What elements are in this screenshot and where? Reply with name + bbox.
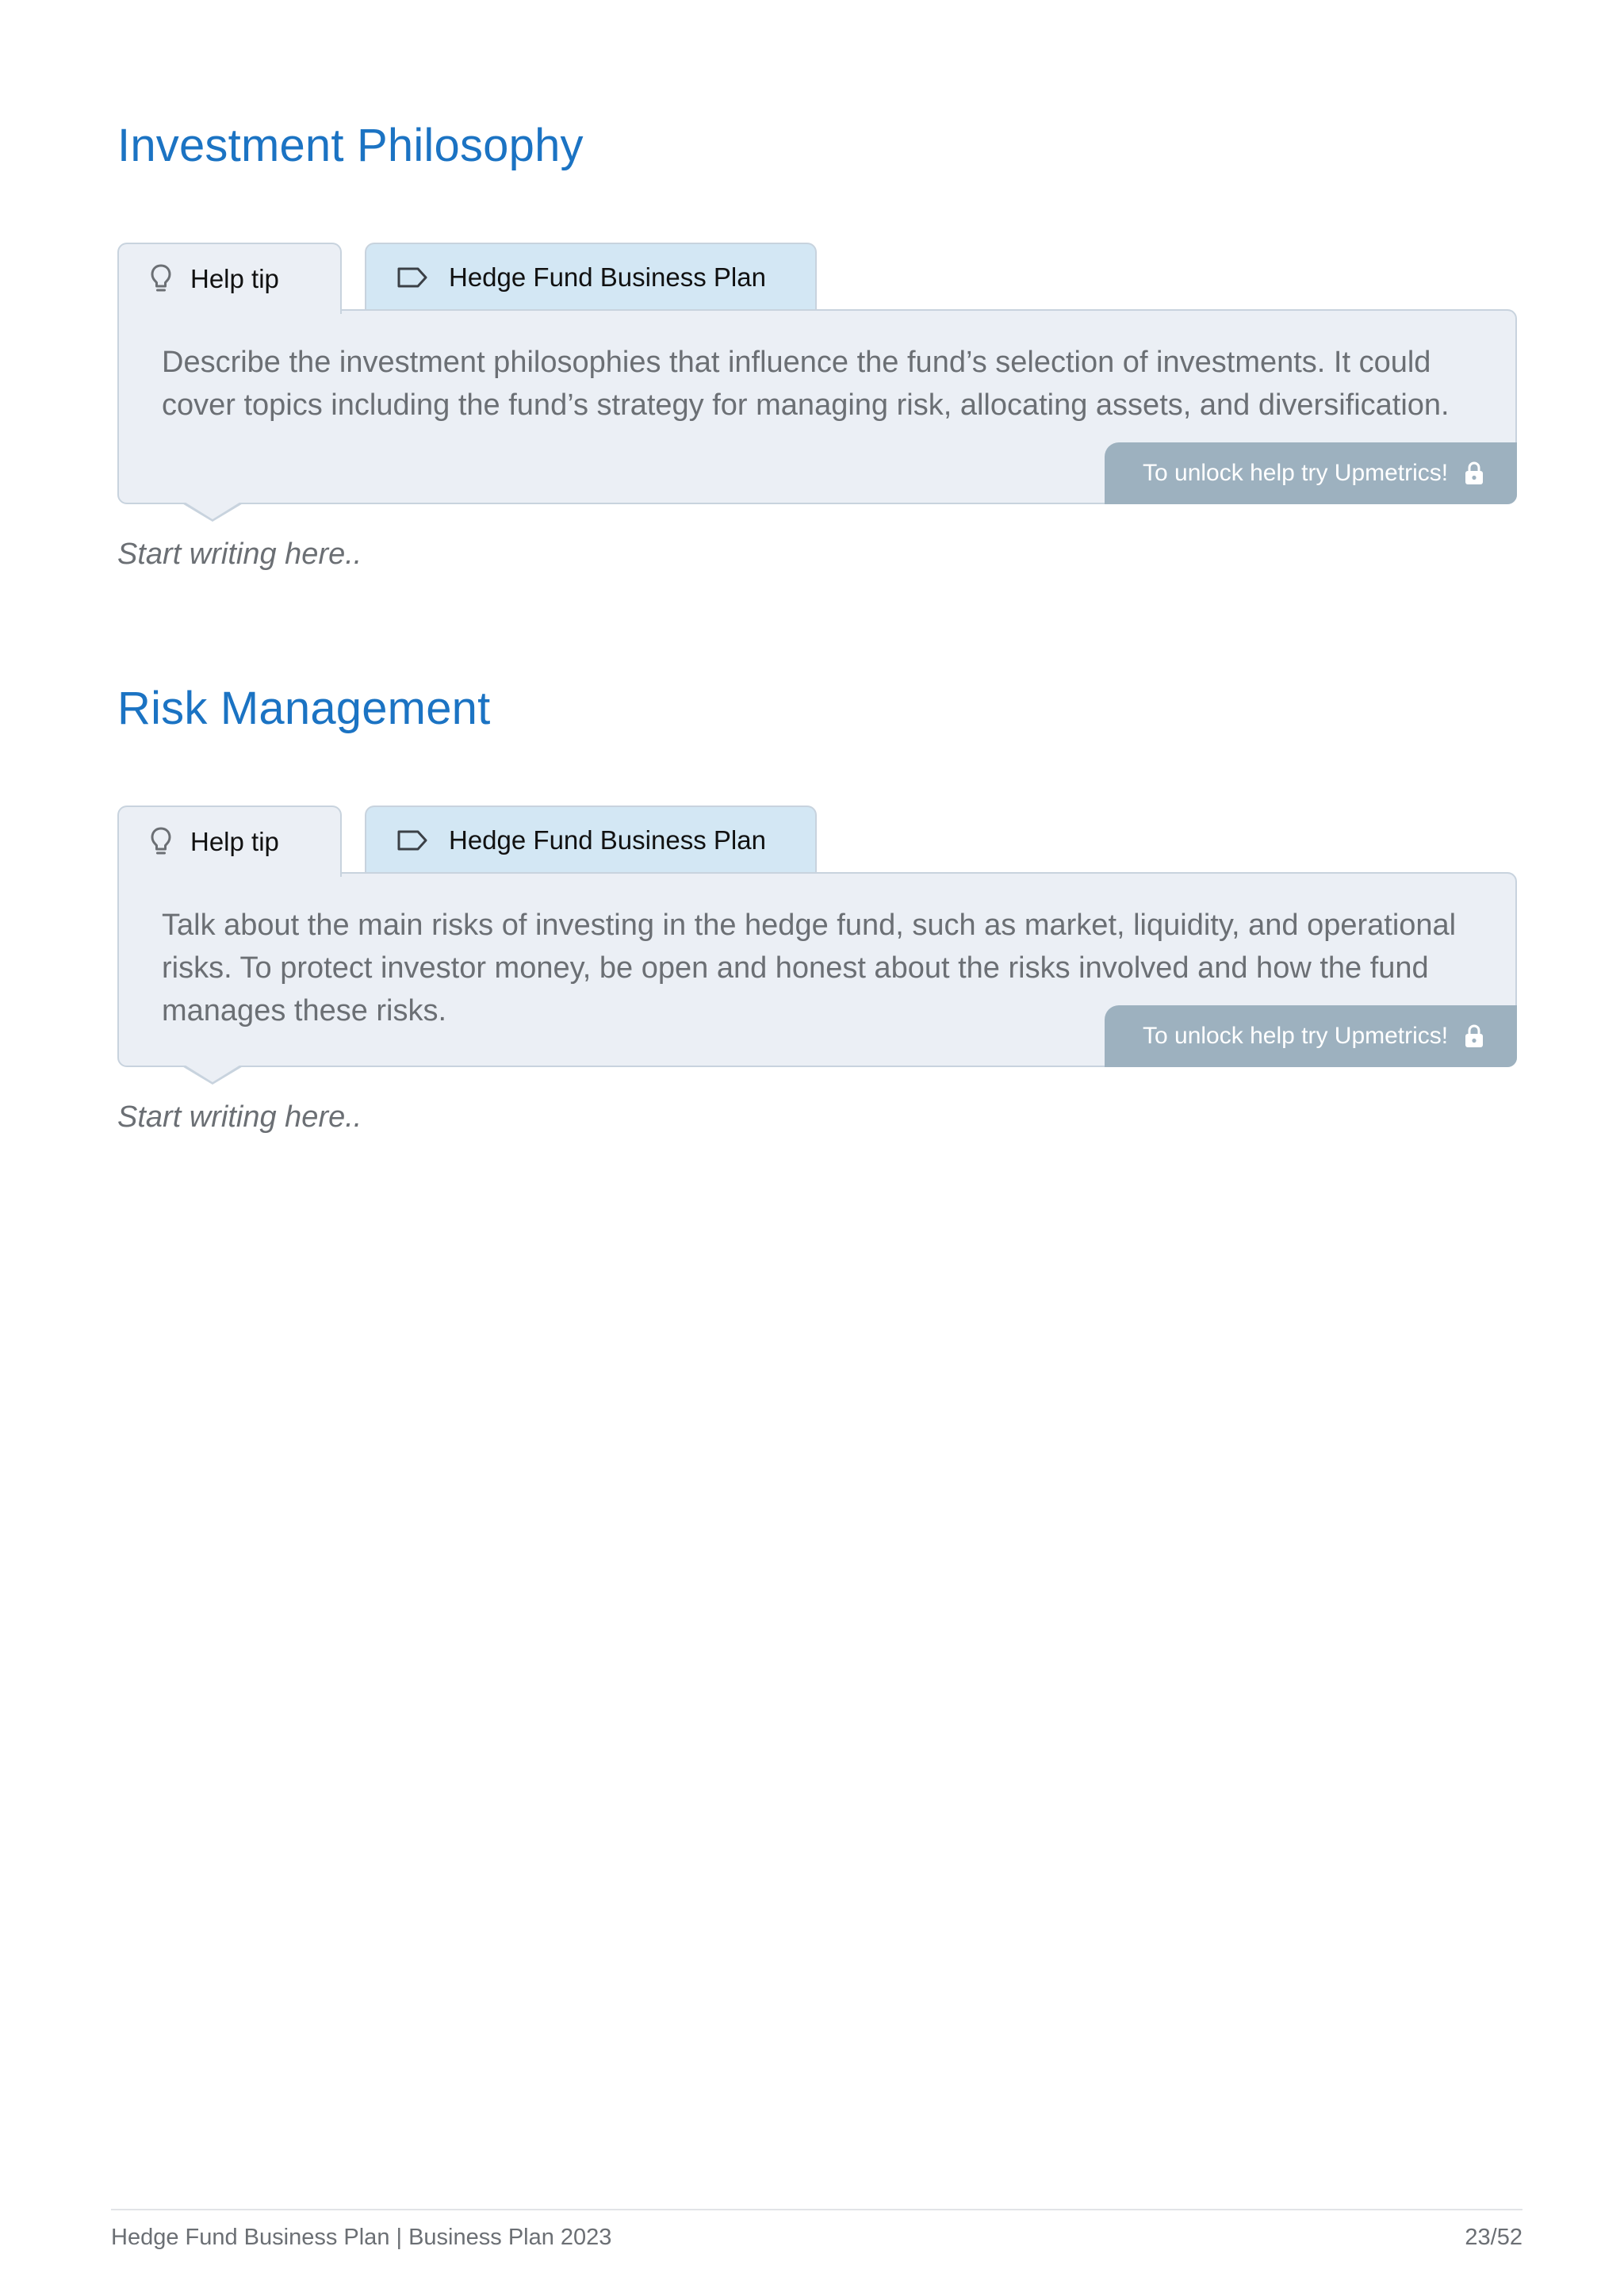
tag-icon — [396, 266, 428, 289]
lightbulb-icon — [149, 826, 173, 858]
help-tip-text: Talk about the main risks of investing in the hedge fund, such as market, liquidity, and operational risks. To protect investor money, be open and honest about the risks involved and how the fund manages these risks. — [162, 909, 1457, 1027]
tab-help-tip[interactable] — [117, 806, 342, 877]
writing-placeholder[interactable]: Start writing here.. — [117, 1100, 362, 1134]
tab-hedge-fund-business-plan[interactable] — [365, 243, 817, 311]
unlock-help-button[interactable] — [1105, 1005, 1517, 1067]
tab-plan-label: Hedge Fund Business Plan — [449, 825, 766, 855]
tab-hedge-fund-business-plan[interactable] — [365, 806, 817, 874]
tab-help-tip[interactable] — [117, 243, 342, 314]
lightbulb-icon — [149, 263, 173, 295]
unlock-help-label: To unlock help try Upmetrics! — [1143, 1023, 1449, 1049]
unlock-help-button[interactable] — [1105, 442, 1517, 504]
help-tip-box — [117, 309, 1517, 504]
footer-page-number: 23/52 — [1465, 2225, 1522, 2250]
footer-document-title: Hedge Fund Business Plan | Business Plan 2023 — [111, 2225, 612, 2250]
writing-placeholder[interactable]: Start writing here.. — [117, 538, 362, 571]
help-tip-box — [117, 872, 1517, 1067]
lock-icon — [1464, 461, 1484, 486]
tip-pointer — [181, 1066, 244, 1085]
tag-icon — [396, 829, 428, 851]
tab-help-tip-label: Help tip — [190, 827, 279, 856]
section-title: Investment Philosophy — [117, 120, 584, 171]
help-tip-text: Describe the investment philosophies that influence the fund’s selection of investments. It could cover topics including the fund’s strategy for managing risk, allocating assets, and diversification. — [162, 346, 1450, 422]
footer-divider — [111, 2209, 1522, 2210]
unlock-help-label: To unlock help try Upmetrics! — [1143, 460, 1449, 486]
section-title: Risk Management — [117, 683, 491, 734]
tip-pointer — [181, 503, 244, 522]
lock-icon — [1464, 1024, 1484, 1049]
tab-plan-label: Hedge Fund Business Plan — [449, 262, 766, 292]
tab-help-tip-label: Help tip — [190, 264, 279, 293]
